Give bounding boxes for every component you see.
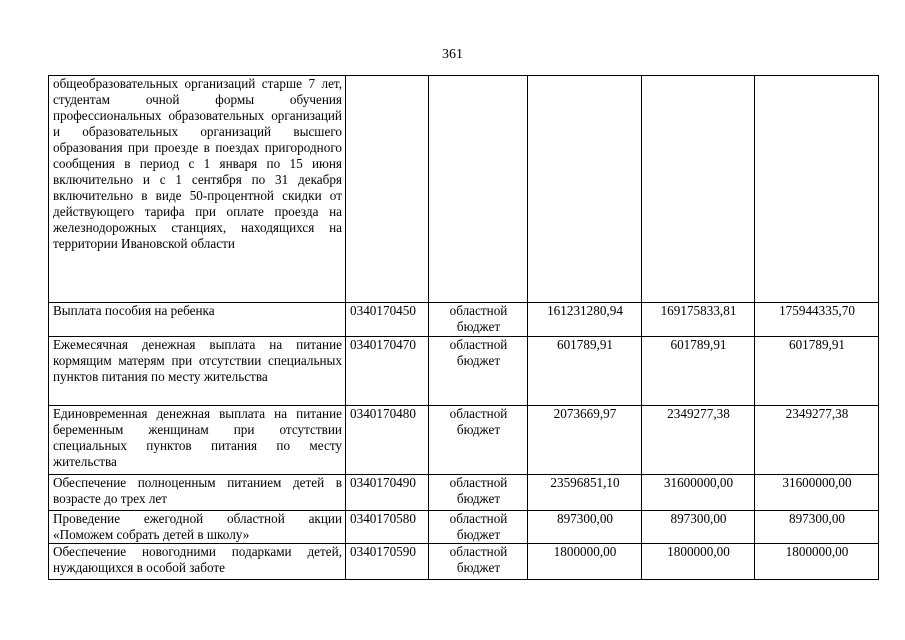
row-value-1: 2073669,97 <box>528 406 642 475</box>
table-row <box>49 511 879 544</box>
row-value-2 <box>642 76 755 303</box>
page-number: 361 <box>442 47 463 62</box>
row-value-2: 31600000,00 <box>642 475 755 511</box>
row-name: общеобразовательных организаций старше 7 лет, студентам очной формы обучения профессиональных образовательных организаций и образовательных организаций высшего образования при проезде в поездах пригородного сообщения в период с 1 января по 15 июня включительно и с 1 сентября по 31 декабря включительно в виде 50-процентной скидки от действующего тарифа при оплате проезда на железнодорожных станциях, находящихся на территории Ивановской области <box>49 76 346 303</box>
row-source: областной бюджет <box>429 303 528 337</box>
row-value-2: 897300,00 <box>642 511 755 544</box>
row-value-3: 897300,00 <box>755 511 879 544</box>
budget-table <box>48 75 879 580</box>
row-code: 0340170480 <box>346 406 429 475</box>
row-code: 0340170590 <box>346 544 429 580</box>
row-value-1: 897300,00 <box>528 511 642 544</box>
row-code: 0340170470 <box>346 337 429 406</box>
row-value-3: 31600000,00 <box>755 475 879 511</box>
row-value-1: 1800000,00 <box>528 544 642 580</box>
row-name: Обеспечение новогодними подарками детей, нуждающихся в особой заботе <box>49 544 346 580</box>
row-code: 0340170580 <box>346 511 429 544</box>
row-source: областной бюджет <box>429 406 528 475</box>
row-source: областной бюджет <box>429 337 528 406</box>
table-row <box>49 544 879 580</box>
row-name: Ежемесячная денежная выплата на питание кормящим матерям при отсутствии специальных пунктов питания по месту жительства <box>49 337 346 406</box>
row-name: Обеспечение полноценным питанием детей в возрасте до трех лет <box>49 475 346 511</box>
row-value-3: 175944335,70 <box>755 303 879 337</box>
row-code: 0340170490 <box>346 475 429 511</box>
row-value-3: 601789,91 <box>755 337 879 406</box>
row-value-3: 2349277,38 <box>755 406 879 475</box>
row-source <box>429 76 528 303</box>
row-value-1 <box>528 76 642 303</box>
row-value-1: 23596851,10 <box>528 475 642 511</box>
row-value-3: 1800000,00 <box>755 544 879 580</box>
row-code: 0340170450 <box>346 303 429 337</box>
row-source: областной бюджет <box>429 511 528 544</box>
row-code <box>346 76 429 303</box>
row-name: Единовременная денежная выплата на питание беременным женщинам при отсутствии специальных пунктов питания по месту жительства <box>49 406 346 475</box>
row-value-2: 169175833,81 <box>642 303 755 337</box>
row-name: Проведение ежегодной областной акции «Поможем собрать детей в школу» <box>49 511 346 544</box>
row-value-2: 1800000,00 <box>642 544 755 580</box>
table-row <box>49 303 879 337</box>
row-value-2: 601789,91 <box>642 337 755 406</box>
row-value-3 <box>755 76 879 303</box>
row-value-2: 2349277,38 <box>642 406 755 475</box>
row-source: областной бюджет <box>429 475 528 511</box>
row-value-1: 161231280,94 <box>528 303 642 337</box>
table-row <box>49 406 879 475</box>
table-row <box>49 475 879 511</box>
row-source: областной бюджет <box>429 544 528 580</box>
row-name: Выплата пособия на ребенка <box>49 303 346 337</box>
table-row <box>49 76 879 303</box>
table-row <box>49 337 879 406</box>
row-value-1: 601789,91 <box>528 337 642 406</box>
